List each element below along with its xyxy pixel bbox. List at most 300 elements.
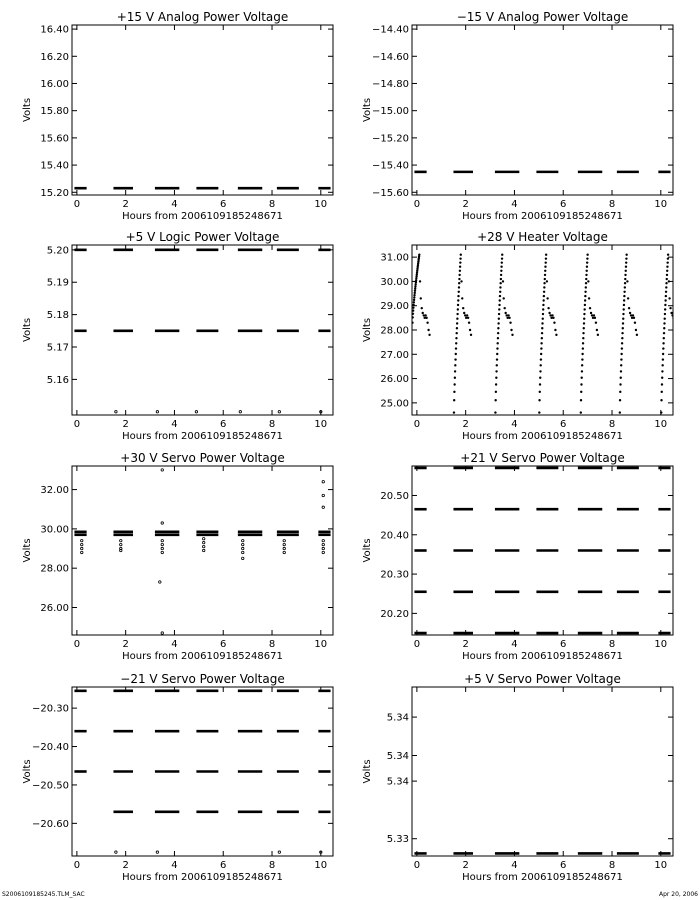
y-tick-label: −14.40 bbox=[371, 24, 409, 36]
data-point bbox=[589, 307, 591, 309]
data-point bbox=[619, 411, 621, 413]
x-tick-label: 10 bbox=[314, 639, 328, 650]
x-tick-label: 2 bbox=[462, 860, 469, 871]
data-point bbox=[551, 314, 553, 316]
data-point bbox=[322, 551, 324, 553]
data-point bbox=[495, 370, 497, 372]
data-point bbox=[468, 322, 470, 324]
data-point bbox=[622, 313, 624, 315]
data-point bbox=[81, 551, 83, 553]
data-point bbox=[538, 411, 540, 413]
x-tick-label: 2 bbox=[122, 199, 129, 210]
y-tick-label: −20.40 bbox=[31, 742, 69, 754]
data-point bbox=[542, 299, 544, 301]
data-point bbox=[664, 299, 666, 301]
data-point bbox=[619, 383, 621, 385]
data-point bbox=[623, 304, 625, 306]
data-point bbox=[455, 332, 457, 334]
data-point bbox=[660, 411, 662, 413]
data-point bbox=[665, 282, 667, 284]
data-point bbox=[242, 547, 244, 549]
y-tick-label: −20.50 bbox=[31, 780, 69, 792]
x-tick-label: 10 bbox=[654, 639, 668, 650]
data-point bbox=[159, 581, 161, 583]
y-tick-label: 25.00 bbox=[380, 398, 409, 410]
data-point bbox=[242, 539, 244, 541]
x-tick-label: 8 bbox=[608, 419, 616, 430]
data-point bbox=[664, 318, 666, 320]
x-tick-label: 0 bbox=[73, 419, 81, 430]
data-point bbox=[412, 313, 414, 315]
data-point bbox=[454, 370, 456, 372]
data-point bbox=[544, 266, 546, 268]
y-tick-label: 5.33 bbox=[386, 834, 409, 846]
data-point bbox=[457, 304, 459, 306]
x-tick-label: 6 bbox=[560, 199, 567, 210]
data-point bbox=[496, 347, 498, 349]
data-point bbox=[623, 291, 625, 293]
x-tick-label: 2 bbox=[462, 639, 469, 650]
data-point bbox=[544, 270, 546, 272]
y-tick-label: 30.00 bbox=[380, 276, 409, 288]
y-tick-label: −15.20 bbox=[371, 133, 409, 145]
data-point bbox=[588, 297, 590, 299]
x-tick-label: 4 bbox=[171, 639, 178, 650]
data-point bbox=[621, 337, 623, 339]
data-point bbox=[414, 283, 416, 285]
data-point bbox=[496, 353, 498, 355]
data-point bbox=[503, 297, 505, 299]
data-point bbox=[664, 313, 666, 315]
data-point bbox=[414, 289, 416, 291]
data-point bbox=[624, 282, 626, 284]
chart-title: −21 V Servo Power Voltage bbox=[120, 672, 285, 686]
chart-title: +21 V Servo Power Voltage bbox=[460, 451, 625, 465]
data-point bbox=[498, 308, 500, 310]
data-point bbox=[584, 295, 586, 297]
x-tick-label: 6 bbox=[560, 419, 567, 430]
data-point bbox=[665, 286, 667, 288]
y-tick-label: 16.20 bbox=[40, 51, 69, 63]
data-point bbox=[539, 391, 541, 393]
data-point bbox=[81, 539, 83, 541]
data-point bbox=[456, 318, 458, 320]
data-point bbox=[545, 254, 547, 256]
y-tick-label: 27.00 bbox=[380, 349, 409, 361]
data-point bbox=[583, 313, 585, 315]
data-point bbox=[625, 257, 627, 259]
data-point bbox=[427, 329, 429, 331]
data-point bbox=[500, 266, 502, 268]
data-point bbox=[620, 370, 622, 372]
data-point bbox=[634, 322, 636, 324]
y-axis-label: Volts bbox=[22, 538, 33, 563]
data-point bbox=[585, 286, 587, 288]
y-tick-label: 26.00 bbox=[380, 374, 409, 386]
data-point bbox=[553, 322, 555, 324]
y-tick-label: 20.40 bbox=[380, 530, 409, 542]
data-point bbox=[538, 399, 540, 401]
data-point bbox=[585, 274, 587, 276]
data-point bbox=[543, 295, 545, 297]
y-tick-label: 15.40 bbox=[40, 160, 69, 172]
data-point bbox=[420, 297, 422, 299]
data-point bbox=[539, 364, 541, 366]
y-tick-label: 5.18 bbox=[46, 310, 69, 322]
data-point bbox=[455, 342, 457, 344]
data-point bbox=[461, 297, 463, 299]
data-point bbox=[156, 851, 158, 853]
data-point bbox=[632, 314, 634, 316]
data-point bbox=[412, 309, 414, 311]
data-point bbox=[540, 342, 542, 344]
data-point bbox=[581, 353, 583, 355]
data-point bbox=[552, 317, 554, 319]
x-axis-label: Hours from 2006109185248671 bbox=[122, 211, 283, 222]
data-point bbox=[161, 547, 163, 549]
data-point bbox=[322, 539, 324, 541]
x-axis-label: Hours from 2006109185248671 bbox=[462, 431, 623, 442]
data-point bbox=[539, 377, 541, 379]
x-tick-label: 2 bbox=[122, 419, 129, 430]
data-point bbox=[622, 322, 624, 324]
x-tick-label: 8 bbox=[268, 419, 276, 430]
data-point bbox=[494, 411, 496, 413]
chart-panel-3 bbox=[22, 230, 333, 442]
data-point bbox=[498, 318, 500, 320]
x-tick-label: 6 bbox=[220, 639, 227, 650]
data-point bbox=[413, 294, 415, 296]
chart-title: +5 V Logic Power Voltage bbox=[125, 230, 280, 244]
data-point bbox=[120, 549, 122, 551]
y-tick-label: −14.80 bbox=[371, 78, 409, 90]
x-tick-label: 10 bbox=[314, 419, 328, 430]
data-point bbox=[664, 308, 666, 310]
x-tick-label: 4 bbox=[511, 419, 518, 430]
data-point bbox=[626, 280, 628, 282]
data-point bbox=[676, 329, 678, 331]
data-point bbox=[539, 370, 541, 372]
data-point bbox=[424, 314, 426, 316]
data-point bbox=[620, 377, 622, 379]
data-point bbox=[628, 307, 630, 309]
x-tick-label: 8 bbox=[608, 199, 616, 210]
data-point bbox=[453, 411, 455, 413]
data-point bbox=[161, 632, 163, 634]
y-tick-label: 28.00 bbox=[380, 325, 409, 337]
data-point bbox=[663, 322, 665, 324]
data-point bbox=[546, 297, 548, 299]
data-point bbox=[580, 399, 582, 401]
data-point bbox=[161, 469, 163, 471]
chart-panel-2 bbox=[362, 10, 673, 222]
data-point bbox=[624, 278, 626, 280]
data-point bbox=[667, 254, 669, 256]
data-point bbox=[582, 342, 584, 344]
data-point bbox=[322, 494, 324, 496]
data-point bbox=[507, 314, 509, 316]
x-tick-label: 0 bbox=[413, 419, 421, 430]
data-point bbox=[665, 295, 667, 297]
x-tick-label: 0 bbox=[413, 860, 421, 871]
data-point bbox=[414, 292, 416, 294]
y-tick-label: −20.60 bbox=[31, 818, 69, 830]
data-point bbox=[668, 297, 670, 299]
data-point bbox=[414, 285, 416, 287]
data-point bbox=[661, 391, 663, 393]
y-axis-label: Volts bbox=[22, 759, 33, 784]
data-point bbox=[413, 296, 415, 298]
data-point bbox=[583, 322, 585, 324]
data-point bbox=[467, 317, 469, 319]
data-point bbox=[499, 286, 501, 288]
x-tick-label: 0 bbox=[73, 639, 81, 650]
data-point bbox=[543, 282, 545, 284]
data-point bbox=[662, 342, 664, 344]
x-axis-label: Hours from 2006109185248671 bbox=[462, 651, 623, 662]
data-point bbox=[623, 295, 625, 297]
data-point bbox=[585, 278, 587, 280]
data-point bbox=[239, 411, 241, 413]
data-point bbox=[497, 322, 499, 324]
data-point bbox=[580, 391, 582, 393]
y-tick-label: 5.16 bbox=[46, 374, 69, 386]
data-point bbox=[620, 353, 622, 355]
data-layer bbox=[74, 691, 330, 854]
data-point bbox=[544, 278, 546, 280]
data-point bbox=[543, 286, 545, 288]
data-point bbox=[456, 322, 458, 324]
data-point bbox=[674, 317, 676, 319]
x-tick-label: 4 bbox=[171, 860, 178, 871]
y-tick-label: 5.34 bbox=[386, 776, 409, 788]
x-axis-label: Hours from 2006109185248671 bbox=[462, 211, 623, 222]
data-point bbox=[661, 370, 663, 372]
data-point bbox=[596, 329, 598, 331]
data-point bbox=[422, 312, 424, 314]
data-point bbox=[195, 411, 197, 413]
y-tick-label: −15.60 bbox=[371, 187, 409, 199]
data-point bbox=[81, 543, 83, 545]
y-tick-label: 32.00 bbox=[40, 485, 69, 497]
data-point bbox=[597, 334, 599, 336]
data-point bbox=[203, 545, 205, 547]
data-point bbox=[583, 308, 585, 310]
data-point bbox=[582, 347, 584, 349]
data-point bbox=[619, 391, 621, 393]
data-point bbox=[412, 307, 414, 309]
data-point bbox=[635, 329, 637, 331]
x-tick-label: 4 bbox=[171, 419, 178, 430]
data-point bbox=[586, 270, 588, 272]
data-point bbox=[278, 411, 280, 413]
plot-frame bbox=[72, 25, 333, 195]
data-point bbox=[619, 399, 621, 401]
data-point bbox=[454, 358, 456, 360]
data-point bbox=[580, 411, 582, 413]
data-point bbox=[496, 342, 498, 344]
data-point bbox=[511, 334, 513, 336]
data-point bbox=[497, 327, 499, 329]
x-tick-label: 8 bbox=[608, 639, 616, 650]
data-point bbox=[586, 261, 588, 263]
data-point bbox=[203, 538, 205, 540]
y-axis-label: Volts bbox=[22, 97, 33, 123]
footer-date: Apr 20, 2006 bbox=[658, 891, 698, 898]
data-point bbox=[501, 261, 503, 263]
data-point bbox=[622, 308, 624, 310]
data-point bbox=[545, 261, 547, 263]
data-point bbox=[625, 266, 627, 268]
data-point bbox=[419, 280, 421, 282]
data-point bbox=[633, 317, 635, 319]
x-tick-label: 2 bbox=[462, 419, 469, 430]
x-tick-label: 8 bbox=[268, 860, 276, 871]
data-point bbox=[621, 332, 623, 334]
data-point bbox=[242, 551, 244, 553]
data-point bbox=[584, 299, 586, 301]
data-point bbox=[663, 332, 665, 334]
data-point bbox=[455, 347, 457, 349]
x-tick-label: 4 bbox=[511, 860, 518, 871]
data-point bbox=[662, 353, 664, 355]
data-point bbox=[322, 547, 324, 549]
data-point bbox=[414, 287, 416, 289]
data-point bbox=[322, 506, 324, 508]
data-point bbox=[283, 543, 285, 545]
x-tick-label: 4 bbox=[511, 639, 518, 650]
data-point bbox=[547, 307, 549, 309]
data-point bbox=[501, 254, 503, 256]
data-point bbox=[580, 383, 582, 385]
x-tick-label: 10 bbox=[654, 199, 668, 210]
data-point bbox=[666, 266, 668, 268]
data-point bbox=[541, 327, 543, 329]
y-tick-label: 26.00 bbox=[40, 602, 69, 614]
data-point bbox=[624, 274, 626, 276]
data-point bbox=[661, 383, 663, 385]
data-point bbox=[81, 547, 83, 549]
x-tick-label: 8 bbox=[268, 639, 276, 650]
plot-frame bbox=[412, 687, 673, 856]
y-axis-label: Volts bbox=[22, 317, 33, 343]
x-tick-label: 10 bbox=[654, 860, 668, 871]
data-point bbox=[548, 312, 550, 314]
y-axis-label: Volts bbox=[362, 317, 373, 343]
plot-frame bbox=[412, 25, 673, 195]
data-point bbox=[454, 364, 456, 366]
chart-title: +30 V Servo Power Voltage bbox=[120, 451, 285, 465]
data-point bbox=[413, 301, 415, 303]
data-point bbox=[541, 322, 543, 324]
y-tick-label: −15.40 bbox=[371, 160, 409, 172]
y-tick-label: 20.30 bbox=[380, 569, 409, 581]
data-point bbox=[677, 334, 679, 336]
data-point bbox=[664, 304, 666, 306]
chart-title: −15 V Analog Power Voltage bbox=[456, 10, 629, 24]
data-point bbox=[581, 377, 583, 379]
x-axis-label: Hours from 2006109185248671 bbox=[122, 651, 283, 662]
data-point bbox=[540, 353, 542, 355]
data-point bbox=[542, 308, 544, 310]
data-point bbox=[554, 329, 556, 331]
data-point bbox=[544, 274, 546, 276]
y-tick-label: 5.19 bbox=[46, 277, 69, 289]
y-tick-label: 15.60 bbox=[40, 133, 69, 145]
data-point bbox=[662, 347, 664, 349]
data-point bbox=[460, 254, 462, 256]
data-point bbox=[582, 332, 584, 334]
data-point bbox=[463, 312, 465, 314]
y-tick-label: 15.20 bbox=[40, 187, 69, 199]
data-point bbox=[666, 270, 668, 272]
data-point bbox=[541, 332, 543, 334]
y-tick-label: 30.00 bbox=[40, 524, 69, 536]
data-point bbox=[583, 327, 585, 329]
data-point bbox=[497, 337, 499, 339]
data-point bbox=[242, 543, 244, 545]
x-tick-label: 2 bbox=[122, 860, 129, 871]
data-point bbox=[543, 291, 545, 293]
data-point bbox=[542, 318, 544, 320]
data-point bbox=[665, 291, 667, 293]
chart-panel-4 bbox=[362, 230, 680, 442]
data-point bbox=[278, 851, 280, 853]
data-point bbox=[457, 295, 459, 297]
data-point bbox=[669, 307, 671, 309]
data-point bbox=[120, 539, 122, 541]
x-tick-label: 8 bbox=[268, 199, 276, 210]
data-point bbox=[509, 322, 511, 324]
data-point bbox=[594, 317, 596, 319]
data-point bbox=[283, 547, 285, 549]
data-point bbox=[500, 278, 502, 280]
data-point bbox=[498, 313, 500, 315]
y-tick-label: −15.00 bbox=[371, 106, 409, 118]
data-point bbox=[459, 257, 461, 259]
data-point bbox=[673, 314, 675, 316]
data-point bbox=[454, 377, 456, 379]
x-tick-label: 10 bbox=[654, 419, 668, 430]
x-tick-label: 8 bbox=[608, 860, 616, 871]
y-tick-label: 29.00 bbox=[380, 301, 409, 313]
y-axis-label: Volts bbox=[362, 538, 373, 563]
data-point bbox=[161, 522, 163, 524]
data-point bbox=[586, 257, 588, 259]
data-point bbox=[582, 337, 584, 339]
x-axis-label: Hours from 2006109185248671 bbox=[122, 431, 283, 442]
chart-panel-5 bbox=[22, 451, 333, 662]
data-point bbox=[115, 851, 117, 853]
data-point bbox=[584, 304, 586, 306]
data-point bbox=[668, 280, 670, 282]
chart-panel-8 bbox=[362, 672, 673, 883]
data-point bbox=[623, 299, 625, 301]
y-tick-label: 5.34 bbox=[386, 712, 409, 724]
data-point bbox=[161, 551, 163, 553]
data-point bbox=[660, 399, 662, 401]
data-point bbox=[541, 337, 543, 339]
data-point bbox=[539, 383, 541, 385]
data-point bbox=[540, 347, 542, 349]
data-point bbox=[426, 322, 428, 324]
data-point bbox=[495, 391, 497, 393]
data-point bbox=[622, 327, 624, 329]
x-tick-label: 2 bbox=[462, 199, 469, 210]
data-point bbox=[622, 318, 624, 320]
data-point bbox=[458, 278, 460, 280]
data-point bbox=[496, 358, 498, 360]
